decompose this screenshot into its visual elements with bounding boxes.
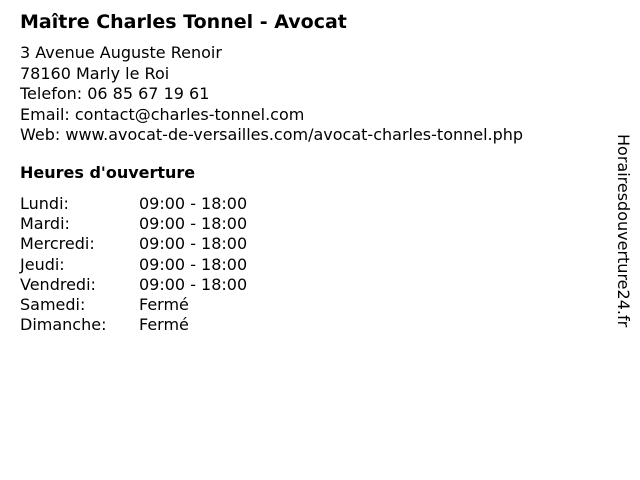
hours-row-tuesday — [20, 214, 350, 234]
hours-row-monday — [20, 194, 350, 214]
email-line: Email: contact@charles-tonnel.com — [20, 104, 305, 124]
business-title: Maître Charles Tonnel - Avocat — [20, 11, 347, 33]
day-label: Jeudi: — [20, 254, 65, 274]
phone-line: Telefon: 06 85 67 19 61 — [20, 84, 210, 103]
address-line-1: 3 Avenue Auguste Renoir — [20, 43, 222, 62]
opening-hours-table — [20, 194, 350, 335]
hours-value: 09:00 - 18:00 — [139, 254, 248, 274]
hours-row-wednesday — [20, 234, 350, 254]
hours-row-sunday — [20, 315, 350, 335]
hours-row-saturday — [20, 295, 350, 315]
hours-value: 09:00 - 18:00 — [139, 194, 248, 213]
hours-value: 09:00 - 18:00 — [139, 214, 248, 234]
day-label: Samedi: — [20, 294, 86, 314]
day-label: Mercredi: — [20, 234, 95, 254]
day-label: Vendredi: — [20, 274, 96, 294]
contact-info — [20, 43, 523, 146]
hours-value: 09:00 - 18:00 — [139, 274, 248, 294]
hours-row-thursday — [20, 255, 350, 275]
hours-value: Fermé — [139, 294, 189, 314]
day-label: Lundi: — [20, 194, 69, 213]
opening-hours-heading: Heures d'ouverture — [20, 163, 196, 182]
website-line: Web: www.avocat-de-versailles.com/avocat-charles-tonnel.php — [20, 125, 524, 144]
site-credit — [613, 134, 633, 374]
hours-value: Fermé — [139, 315, 189, 335]
day-label: Mardi: — [20, 214, 70, 234]
hours-value: 09:00 - 18:00 — [139, 234, 248, 254]
site-credit-text: Horairesdouverture24.fr — [614, 134, 633, 328]
hours-row-friday — [20, 275, 350, 295]
address-line-2: 78160 Marly le Roi — [20, 63, 170, 83]
day-label: Dimanche: — [20, 315, 107, 335]
